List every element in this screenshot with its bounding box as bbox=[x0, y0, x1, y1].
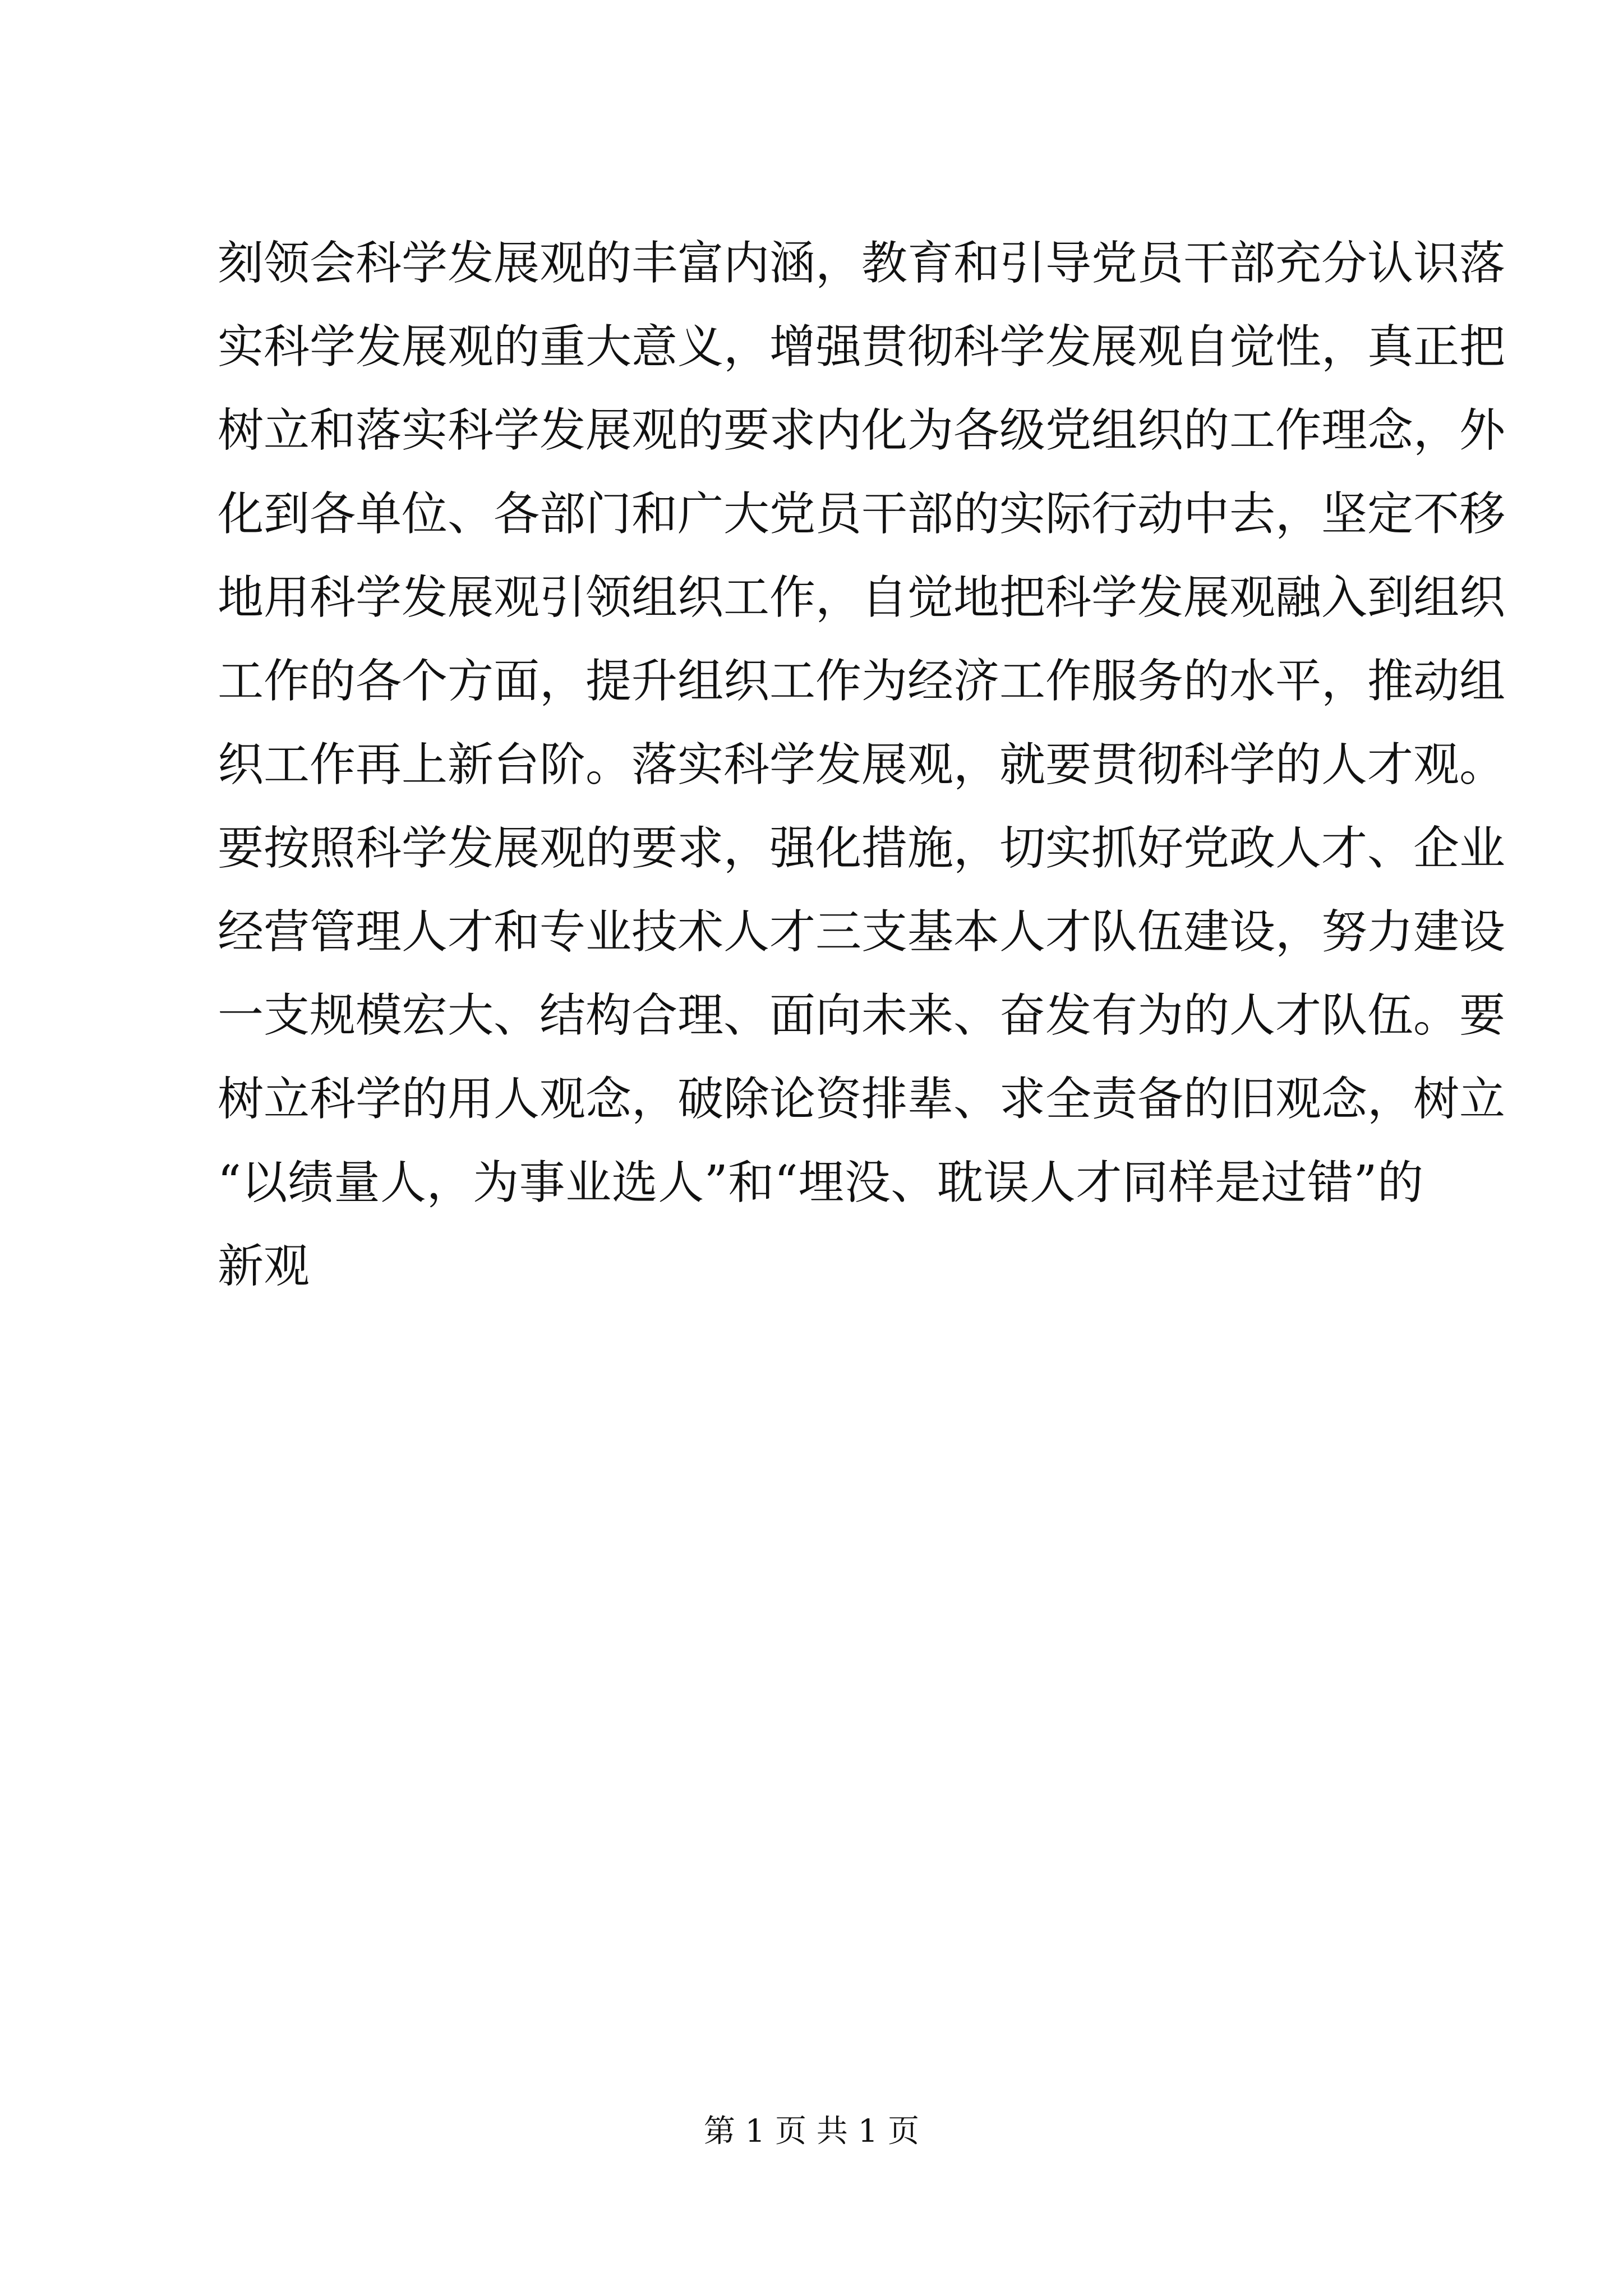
text-line: 化到各单位、各部门和广大党员干部的实际行动中去，坚定不移 bbox=[218, 487, 1506, 541]
text-line: 新观 bbox=[218, 1240, 310, 1293]
text-line: 经营管理人才和专业技术人才三支基本人才队伍建设，努力建设 bbox=[218, 905, 1506, 959]
text-line: 实科学发展观的重大意义，增强贯彻科学发展观自觉性，真正把 bbox=[218, 320, 1506, 374]
text-line: 刻领会科学发展观的丰富内涵，教育和引导党员干部充分认识落 bbox=[218, 237, 1506, 290]
text-line: 一支规模宏大、结构合理、面向未来、奋发有为的人才队伍。要 bbox=[218, 989, 1506, 1042]
text-line: 要按照科学发展观的要求，强化措施，切实抓好党政人才、企业 bbox=[218, 822, 1506, 875]
text-line: 织工作再上新台阶。落实科学发展观，就要贯彻科学的人才观。 bbox=[218, 738, 1506, 792]
page-number-label: 第 1 页 共 1 页 bbox=[703, 2113, 920, 2150]
text-line: 树立和落实科学发展观的要求内化为各级党组织的工作理念，外 bbox=[218, 404, 1506, 457]
page-footer bbox=[0, 2109, 1623, 2154]
body-text bbox=[218, 222, 1506, 1308]
text-line: “以绩量人，为事业选人”和“埋没、耽误人才同样是过错”的 bbox=[218, 1156, 1423, 1209]
text-line: 树立科学的用人观念，破除论资排辈、求全责备的旧观念，树立 bbox=[218, 1073, 1506, 1126]
text-line: 地用科学发展观引领组织工作，自觉地把科学发展观融入到组织 bbox=[218, 571, 1506, 624]
text-line: 工作的各个方面，提升组织工作为经济工作服务的水平，推动组 bbox=[218, 655, 1506, 708]
